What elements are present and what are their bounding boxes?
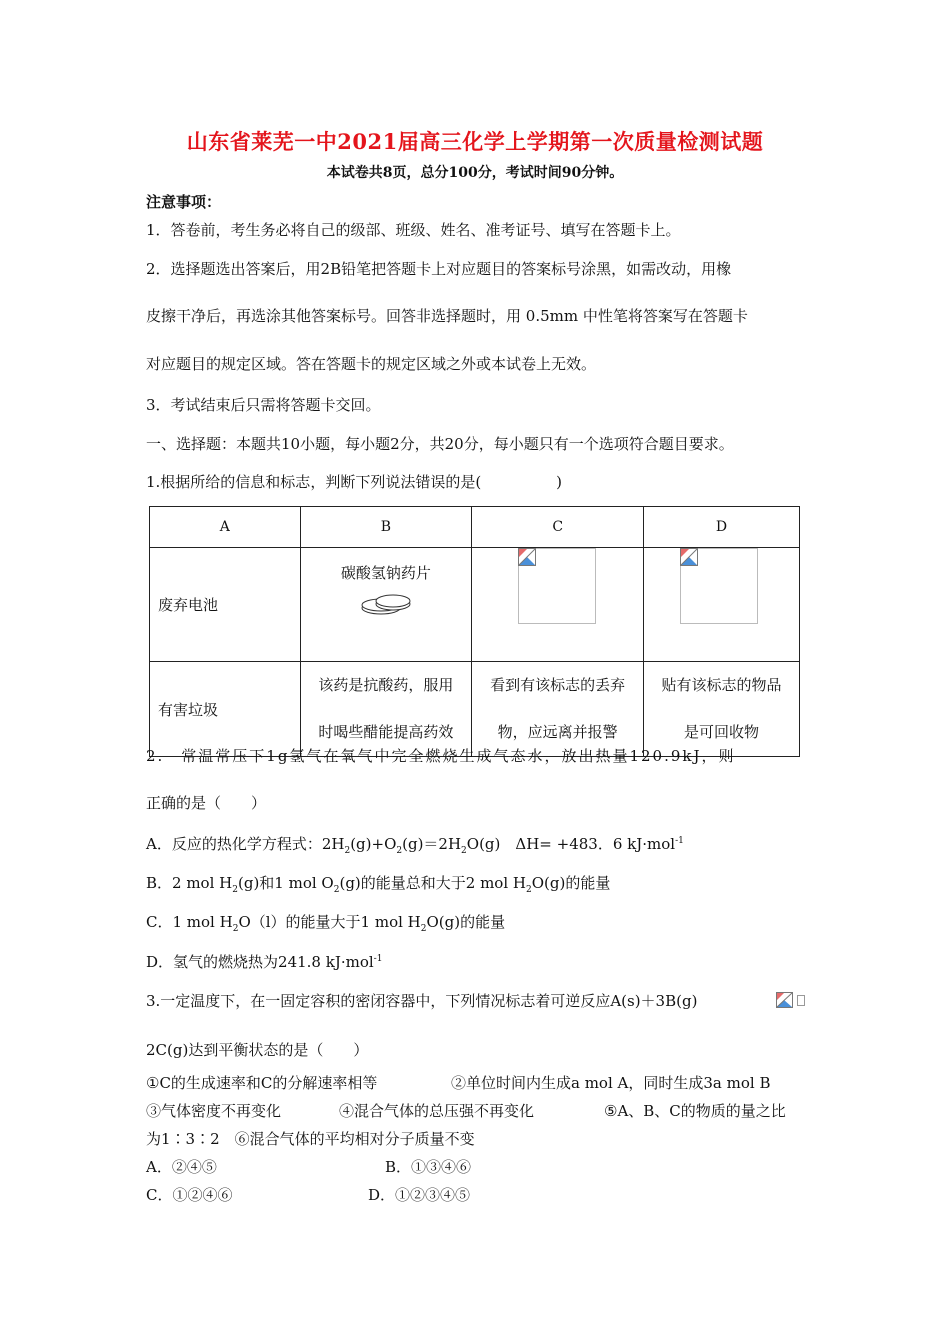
q3-condition-3: ③气体密度不再变化	[146, 1102, 282, 1120]
q2-option-a: A．反应的热化学方程式：$2H_2(g)+O_2(g)=2H_2O(g)$ ΔH= +483．6 kJ·mol$^{-1}$	[146, 835, 684, 856]
broken-image-icon	[518, 548, 536, 566]
baking-soda-label: 碳酸氢钠药片	[340, 564, 431, 582]
column-header-d: D	[644, 507, 800, 548]
symbol-image-c	[518, 548, 596, 624]
cell-baking-soda	[300, 548, 472, 662]
q3-condition-2: ②单位时间内生成a mol A，同时生成3a mol B	[451, 1074, 771, 1092]
broken-image-icon	[680, 548, 698, 566]
table-row	[150, 662, 800, 757]
cell-symbol-c	[472, 548, 644, 662]
notice-item-3: 3．考试结束后只需将答题卡交回。	[146, 396, 381, 414]
symbol-image-d	[680, 548, 758, 624]
q2-stem-line-2: 正确的是（ ）	[146, 794, 267, 812]
cell-c-statement	[472, 662, 644, 757]
q2-option-b: B．2 mol $H_2(g)$和1 mol $O_2(g)$的能量总和大于2 mol $H_2O(g)$的能量	[146, 874, 611, 895]
table-row	[150, 548, 800, 662]
equilibrium-arrow-image-icon	[776, 992, 806, 1008]
q1-table	[149, 506, 800, 757]
q3-condition-5: ⑤A、B、C的物质的量之比	[604, 1102, 786, 1120]
d-statement-line-1: 贴有该标志的物品	[661, 676, 782, 694]
b-statement-line-2: 时喝些醋能提高药效	[318, 723, 454, 741]
q3-condition-1: ①C的生成速率和C的分解速率相等	[146, 1074, 378, 1092]
q3-option-b: B．①③④⑥	[385, 1158, 472, 1176]
c-statement-line-2: 物，应远离并报警	[497, 723, 618, 741]
page-title: 山东省莱芜一中2021届高三化学上学期第一次质量检测试题	[186, 129, 764, 154]
q3-stem-line-2: 2C(g)达到平衡状态的是（ ）	[146, 1041, 369, 1059]
notice-item-1: 1．答卷前，考生务必将自己的级部、班级、姓名、准考证号、填写在答题卡上。	[146, 221, 681, 239]
notice-item-2-line-1: 2．选择题选出答案后，用2B铅笔把答题卡上对应题目的答案标号涂黑，如需改动，用橡	[146, 260, 732, 278]
exam-info: 本试卷共8页，总分100分，考试时间90分钟。	[326, 165, 624, 181]
q2-option-c: C．1 mol $H_2O(l)$的能量大于1 mol $H_2O(g)$的能量	[146, 913, 506, 934]
q3-option-a: A．②④⑤	[146, 1158, 217, 1176]
table-header-row	[150, 507, 800, 548]
cell-symbol-d	[644, 548, 800, 662]
q3-option-d: D．①②③④⑤	[368, 1186, 471, 1204]
b-statement-line-1: 该药是抗酸药，服用	[318, 676, 454, 694]
q3-condition-5-6: 为1∶3∶2 ⑥混合气体的平均相对分子质量不变	[146, 1130, 475, 1148]
q3-option-c: C．①②④⑥	[146, 1186, 233, 1204]
section-heading: 一、选择题：本题共10小题，每小题2分，共20分，每小题只有一个选项符合题目要求。	[146, 435, 734, 453]
column-header-c: C	[472, 507, 644, 548]
notice-heading: 注意事项：	[146, 193, 222, 211]
pill-tablets-icon	[359, 591, 413, 617]
d-statement-line-2: 是可回收物	[684, 723, 760, 741]
column-header-b: B	[300, 507, 472, 548]
cell-d-statement	[644, 662, 800, 757]
c-statement-line-1: 看到有该标志的丢弃	[490, 676, 626, 694]
q3-condition-4: ④混合气体的总压强不再变化	[339, 1102, 535, 1120]
notice-item-2-line-2: 皮擦干净后，再选涂其他答案标号。回答非选择题时，用 0.5mm 中性笔将答案写在答题卡	[146, 307, 748, 325]
notice-item-2-line-3: 对应题目的规定区域。答在答题卡的规定区域之外或本试卷上无效。	[146, 355, 597, 373]
cell-hazardous-waste: 有害垃圾	[150, 662, 301, 757]
q1-stem: 1.根据所给的信息和标志，判断下列说法错误的是( )	[146, 473, 563, 491]
q2-stem-line-1: 2. 常温常压下1g氢气在氧气中完全燃烧生成气态水，放出热量120.9kJ，则	[146, 747, 736, 765]
cell-b-statement	[300, 662, 472, 757]
q3-stem-line-1: 3.一定温度下，在一固定容积的密闭容器中，下列情况标志着可逆反应A(s)＋3B(g)	[146, 992, 698, 1010]
cell-waste-battery: 废弃电池	[150, 548, 301, 662]
column-header-a: A	[150, 507, 301, 548]
q2-option-d: D．氢气的燃烧热为241.8 kJ·mol$^{-1}$	[146, 953, 383, 971]
